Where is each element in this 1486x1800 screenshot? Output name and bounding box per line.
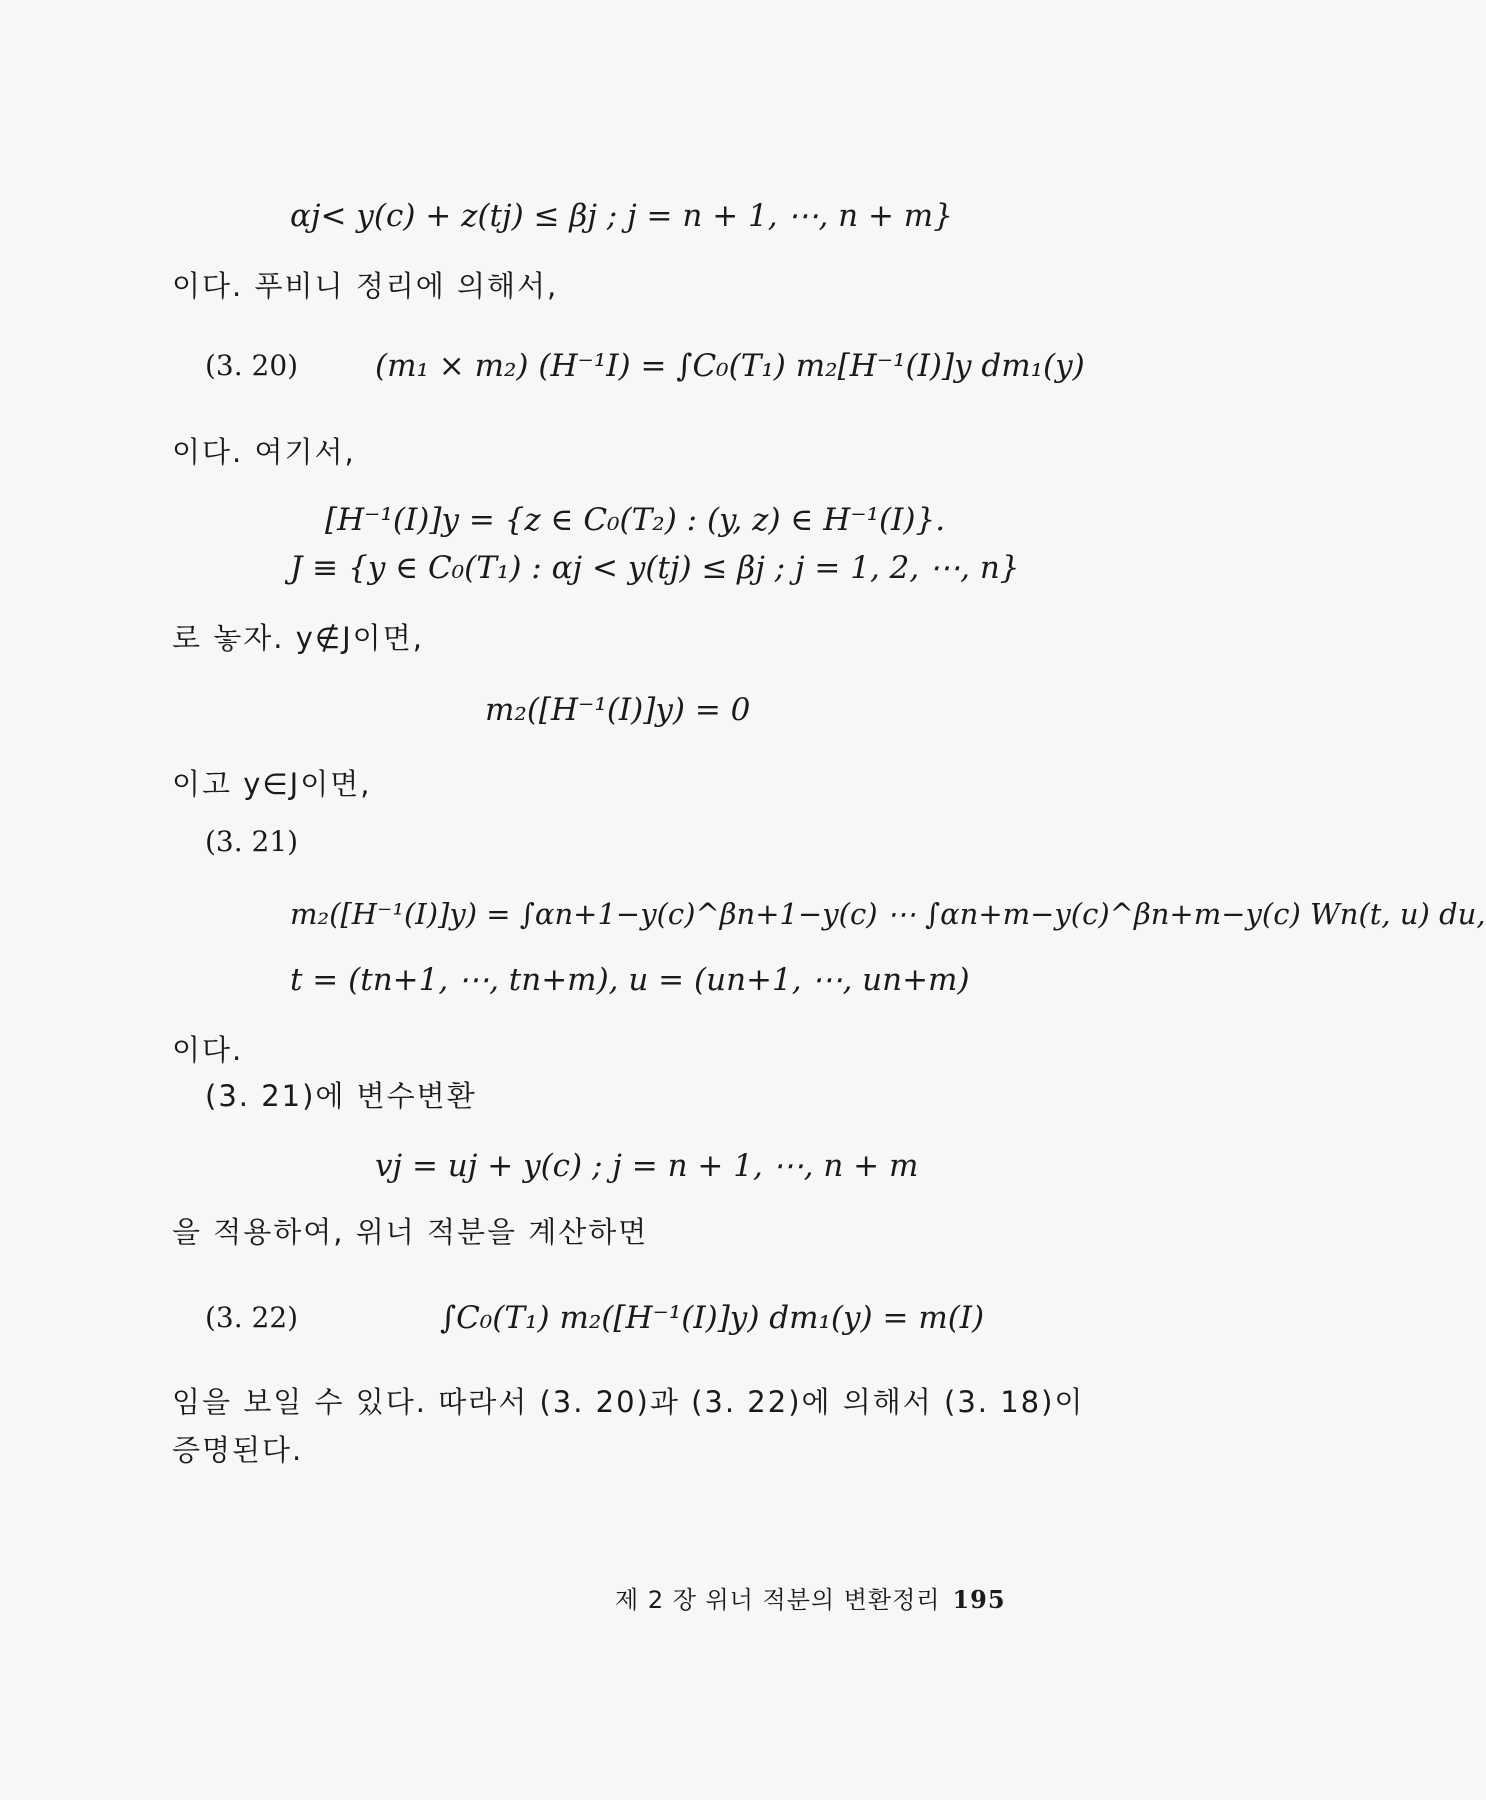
- equation-number: (3. 20): [205, 349, 299, 382]
- paragraph-text: 이다. 여기서,: [172, 435, 356, 469]
- running-footer: [615, 1580, 1006, 1615]
- equation-definition: [H⁻¹(I)]y = {z ∈ C₀(T₂) : (y, z) ∈ H⁻¹(I)}.: [325, 502, 946, 538]
- paragraph-text: 로 놓자. y∉J이면,: [172, 621, 424, 655]
- paragraph-text: (3. 21)에 변수변환: [205, 1079, 477, 1113]
- equation-3-22: ∫C₀(T₁) m₂([H⁻¹(I)]y) dm₁(y) = m(I): [440, 1300, 985, 1336]
- paragraph-text: 이다.: [172, 1033, 244, 1067]
- page-number: 195: [952, 1585, 1006, 1614]
- paragraph-text: 임을 보일 수 있다. 따라서 (3. 20)과 (3. 22)에 의해서 (3. 18)이: [172, 1385, 1085, 1419]
- equation-number: (3. 21): [205, 825, 299, 858]
- equation: m₂([H⁻¹(I)]y) = 0: [485, 692, 751, 728]
- equation-number: (3. 22): [205, 1301, 299, 1334]
- paragraph-text: 증명된다.: [172, 1433, 304, 1467]
- equation: t = (tn+1, ⋯, tn+m), u = (un+1, ⋯, un+m): [290, 962, 970, 998]
- paragraph-text: 을 적용하여, 위너 적분을 계산하면: [172, 1215, 649, 1249]
- paragraph-text: 이고 y∈J이면,: [172, 767, 372, 801]
- equation: vj = uj + y(c) ; j = n + 1, ⋯, n + m: [375, 1148, 919, 1184]
- equation-3-21: m₂([H⁻¹(I)]y) = ∫αn+1−y(c)^βn+1−y(c) ⋯ ∫αn+m−y(c)^βn+m−y(c) Wn(t, u) du,: [290, 897, 1486, 931]
- chapter-title: 제 2 장 위너 적분의 변환정리: [615, 1586, 941, 1614]
- equation-definition: J ≡ {y ∈ C₀(T₁) : αj < y(tj) ≤ βj ; j = 1, 2, ⋯, n}: [290, 550, 1020, 586]
- equation-3-20: (m₁ × m₂) (H⁻¹I) = ∫C₀(T₁) m₂[H⁻¹(I)]y dm₁(y): [375, 348, 1085, 384]
- equation-continuation: αj< y(c) + z(tj) ≤ βj ; j = n + 1, ⋯, n + m}: [290, 198, 953, 234]
- paragraph-text: 이다. 푸비니 정리에 의해서,: [172, 269, 559, 303]
